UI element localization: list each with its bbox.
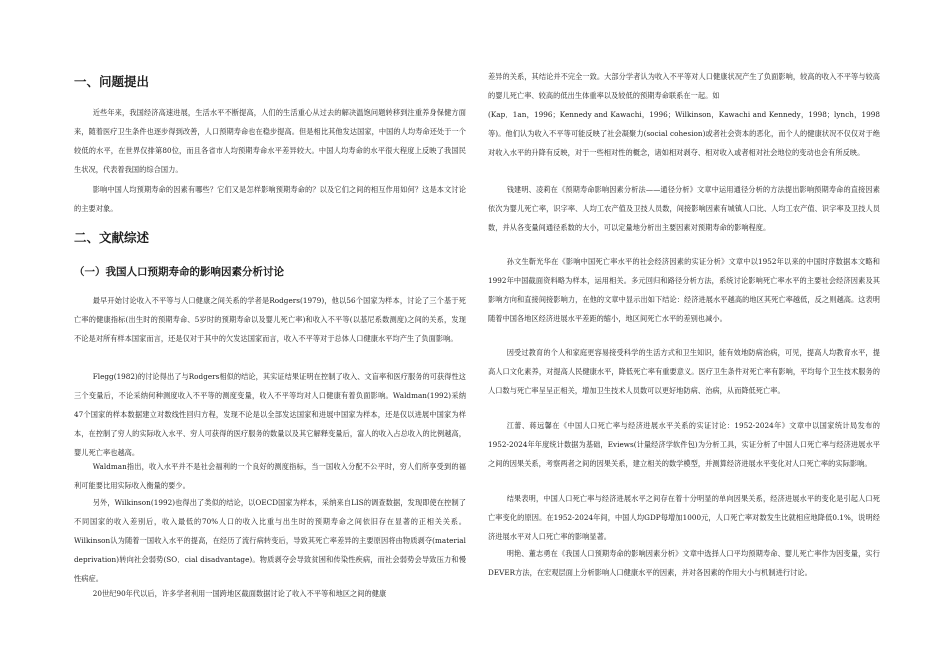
paragraph: 最早开始讨论收入不平等与人口健康之间关系的学者是Rodgers(1979)，他以56个国家为样本，讨论了三个基于死亡率的健康指标(出生时的预期寿命、5岁时的预期寿命以及婴儿死亡率)和收入不平等(以基尼系数测度)之间的关系，发现不论是对所有样本国家而言，还是仅对于其中的欠发达国家而言，收入不平等对于总体人口健康水平均产生了负面影响。 (74, 296, 466, 343)
paragraph: 近些年来，我国经济高速进展，生活水平不断提高，人们的生活重心从过去的解决温饱问题转移到注重养身保健方面来，随着医疗卫生条件也逐步得到改善，人口预期寿命也在稳步提高。但是相比其他发达国家，中国的人均寿命还处于一个较低的水平，在世界仅排第80位，而且各省市人均预期寿命水平差异较大。中国人均寿命的水平很大程度上反映了我国民生状况，代表着我国的综合国力。 (74, 108, 466, 174)
paragraph: 差异的关系，其结论并不完全一致。大部分学者认为收入不平等对人口健康状况产生了负面影响，较高的收入不平等与较高的婴儿死亡率、较高的低出生体重率以及较低的预期寿命联系在一起。如 (488, 72, 880, 100)
paragraph: 明艳、董志勇在《我国人口预期寿命的影响因素分析》文章中选择人口平均预期寿命、婴儿死亡率作为因变量，实行DEVER方法，在宏观层面上分析影响人口健康水平的因素，并对各因素的作用大小与机制进行讨论。 (488, 549, 880, 577)
paragraph: 孙文生靳光华在《影响中国死亡率水平的社会经济因素的实证分析》文章中以1952年以来的中国时序数据本文略和1992年中国截面资料略为样本，运用相关。多元回归和路径分析方法，系统讨论影响死亡率水平的主要社会经济因素及其影响方向和直接间接影响力，在他的文章中显示出如下结论：经济进展水平越高的地区其死亡率越低，反之则越高。这表明随着中国各地区经济进展水平差距的缩小，地区间死亡水平的差别也减小。 (488, 257, 880, 323)
paragraph: 钱建明、凌莉在《预期寿命影响因素分析法——通径分析》文章中运用通径分析的方法提出影响预期寿命的直接因素依次为婴儿死亡率，识字率、人均工农产值及卫技人员数，间接影响因素有城镇人口比、人均工农产值、识字率及卫技人员数，并从各变量间通径系数的大小，可以定量地分析出主要因素对预期寿命的影响程度。 (488, 185, 880, 232)
paragraph: 江蕾、蒋远馨在《中国人口死亡率与经济进展水平关系的实证讨论：1952-2024年》文章中以国家统计局发布的1952-2024年年度统计数据为基础，Eviews(计量经济学软件包)为分析工具，实证分析了中国人口死亡率与经济进展水平之间的因果关系，考察两者之间的因果关系，建立相关的数学模型，并测算经济进展水平变化对人口死亡率的实际影响。 (488, 421, 880, 468)
paragraph: 结果表明，中国人口死亡率与经济进展水平之间存在着十分明显的单向因果关系，经济进展水平的变化是引起人口死亡率变化的原因。在1952-2024年间，中国人均GDP每增加1000元，人口死亡率对数发生比就相应地降低0.1%，说明经济进展水平对人口死亡率的影响显著。 (488, 494, 880, 541)
paragraph: 因受过教育的个人和家庭更容易接受科学的生活方式和卫生知识，能有效地防病治病，可见，提高人均教育水平，提高人口文化素养，对提高人民健康水平，降低死亡率有重要意义。医疗卫生条件对死亡率有影响，平均每个卫生技术服务的人口数与死亡率呈呈正相关，增加卫生技术人员数可以更好地防病、治病，从而降低死亡率。 (488, 348, 880, 395)
paragraph: Waldman指出，收入水平并不是社会福利的一个良好的测度指标，当一国收入分配不公平时，穷人们所享受到的福利可能要比用实际收入衡量的要少。 (74, 462, 466, 490)
paragraph: (Kap．1an，1996；Kennedy and Kawachi，1996；Wilkinson，Kawachi and Kennedy，1998；lynch，1998等)。他们认为收入不平等可能反映了社会凝聚力(social cohesion)或者社会资本的恶化，而个人的健康状况不仅仅对于绝对收入水平的升降有反映，对于一些相对性的概念，诸如相对剥夺、相对收入或者相对社会地位的变动也会有所反映。 (488, 110, 880, 157)
section-heading-literature: 二、文献综述 (74, 230, 150, 245)
paragraph: Flegg(1982)的讨论得出了与Rodgers相似的结论，其实证结果证明在控制了收入、文盲率和医疗服务的可获得性这三个变量后，不论采纳何种测度收入不平等的测度变量，收入不平等均对人口健康有着负面影响。Waldman(1992)采纳47个国家的样本数据建立对数线性回归方程，发现不论是以全部发达国家和进展中国家为样本，还是仅以进展中国家为样本，在控制了穷人的实际收入水平、穷人可获得的医疗服务的数量以及其它解释变量后，富人的收入占总收入的比例越高，婴儿死亡率也越高。 (74, 372, 466, 457)
paragraph: 另外，Wilkinson(1992)也得出了类似的结论，以OECD国家为样本，采纳来自LIS的调查数据，发现即使在控制了不同国家的收入差别后，收入最低的70%人口的收入比重与出生时的预期寿命之间依旧存在显著的正相关关系。Wilkinson认为随着一国收入水平的提高，在经历了流行病转变后，导致其死亡率差异的主要原因将由物质剥夺(material deprivation)转向社会弱势(SO．cial disadvantage)。物质剥夺会导致贫困和传染性疾病，而社会弱势会导致压力和慢性病症。 (74, 498, 466, 583)
paragraph: 影响中国人均预期寿命的因素有哪些？它们又是怎样影响预期寿命的？以及它们之间的相互作用如何？这是本文讨论的主要对象。 (74, 185, 466, 213)
subsection-heading: （一）我国人口预期寿命的影响因素分析讨论 (74, 266, 284, 278)
paragraph: 20世纪90年代以后，许多学者利用一国跨地区截面数据讨论了收入不平等和地区之间的健康 (92, 589, 387, 598)
section-heading-problem: 一、问题提出 (74, 74, 150, 89)
